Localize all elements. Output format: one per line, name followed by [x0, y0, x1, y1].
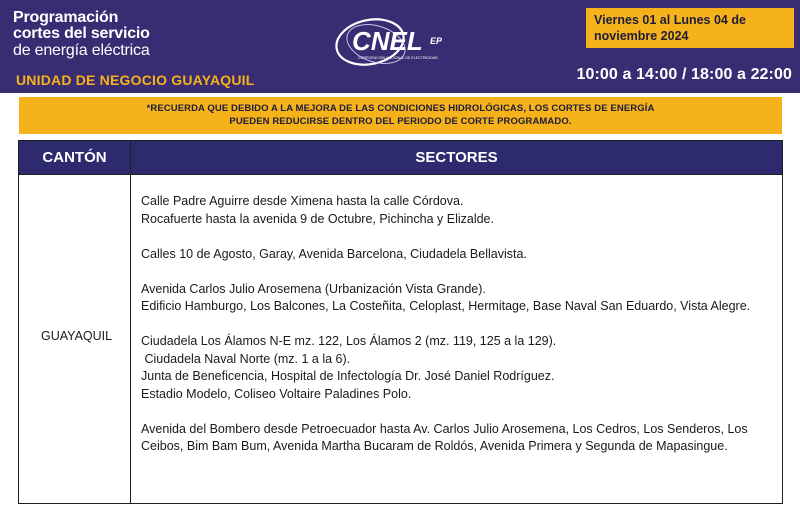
- sector-line: Ciudadela Los Álamos N-E mz. 122, Los Álamos 2 (mz. 119, 125 a la 129).: [141, 334, 557, 348]
- title-line-1: Programación: [13, 9, 119, 26]
- sector-line: Junta de Beneficencia, Hospital de Infectología Dr. José Daniel Rodríguez.: [141, 369, 555, 383]
- sector-spacer: [141, 316, 776, 334]
- sector-line: Rocafuerte hasta la avenida 9 de Octubre, Pichincha y Elizalde.: [141, 211, 494, 226]
- column-header-sectores: SECTORES: [415, 149, 498, 166]
- table-header: [19, 141, 782, 175]
- svg-text:CNEL: CNEL: [352, 26, 423, 56]
- sector-line: Edificio Hamburgo, Los Balcones, La Costeñita, Celoplast, Hermitage, Base Naval San Eduardo, Vista Alegre.: [141, 299, 751, 313]
- header-banner: [0, 0, 800, 93]
- svg-text:CORPORACIÓN NACIONAL DE ELECTR: CORPORACIÓN NACIONAL DE ELECTRICIDAD: [358, 56, 438, 60]
- svg-text:EP: EP: [430, 36, 443, 46]
- schedule-hours: 10:00 a 14:00 / 18:00 a 22:00: [576, 66, 792, 83]
- sector-line: Avenida del Bombero desde Petroecuador hasta Av. Carlos Julio Arosemena, Los Cedros, Los Senderos, Los Ceibos, Bim Bam Bum, Avenida Martha Bucaram de Roldós, Avenida Primera y Segunda de Mapasingue.: [141, 421, 748, 453]
- canton-cell: GUAYAQUIL: [41, 329, 113, 343]
- title-line-3: de energía eléctrica: [13, 42, 150, 59]
- page-title: [13, 10, 150, 59]
- sector-line: Calles 10 de Agosto, Garay, Avenida Barcelona, Ciudadela Bellavista.: [141, 246, 527, 261]
- sector-line: Ciudadela Naval Norte (mz. 1 a la 6).: [141, 351, 351, 366]
- sector-line: Avenida Carlos Julio Arosemena (Urbanización Vista Grande).: [141, 281, 486, 296]
- hydrological-notice: [19, 97, 782, 134]
- outage-table: [18, 140, 783, 504]
- column-divider: [130, 141, 131, 503]
- sector-spacer: [141, 263, 776, 281]
- sector-line: Calle Padre Aguirre desde Ximena hasta la calle Córdova.: [141, 194, 464, 208]
- sector-line: Estadio Modelo, Coliseo Voltaire Paladines Polo.: [141, 386, 412, 401]
- sector-spacer: [141, 228, 776, 246]
- date-range-box: Viernes 01 al Lunes 04 de noviembre 2024: [586, 8, 794, 48]
- title-line-2: cortes del servicio: [13, 25, 150, 42]
- table-row: [19, 175, 130, 503]
- cnel-logo: [330, 14, 480, 76]
- sectors-cell: [141, 193, 776, 456]
- business-unit-label: UNIDAD DE NEGOCIO GUAYAQUIL: [16, 72, 255, 88]
- sector-spacer: [141, 403, 776, 421]
- notice-line-2: PUEDEN REDUCIRSE DENTRO DEL PERIODO DE CORTE PROGRAMADO.: [229, 116, 572, 127]
- notice-line-1: *RECUERDA QUE DEBIDO A LA MEJORA DE LAS CONDICIONES HIDROLÓGICAS, LOS CORTES DE ENERGÍA: [146, 103, 655, 114]
- column-header-canton: CANTÓN: [42, 149, 107, 166]
